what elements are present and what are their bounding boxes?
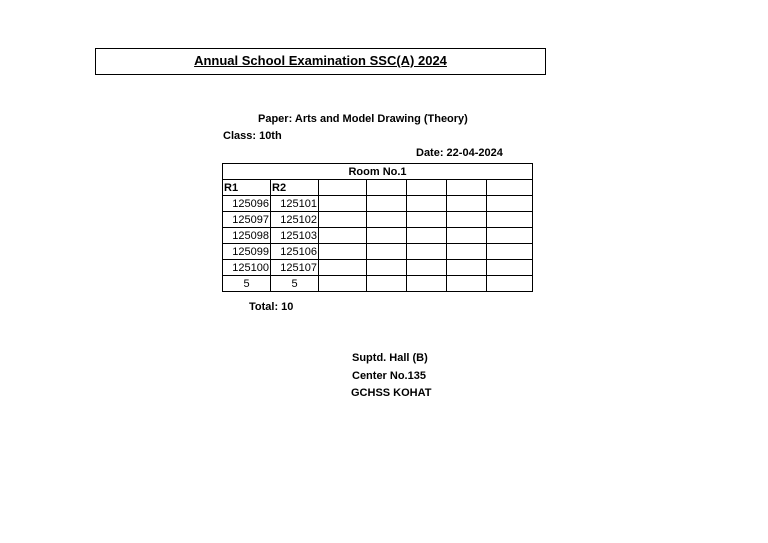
column-header-r1: R1 — [223, 180, 271, 196]
room-title-row — [223, 164, 533, 180]
table-row — [223, 212, 533, 228]
count-cell-r2: 5 — [271, 276, 319, 292]
count-cell-r1: 5 — [223, 276, 271, 292]
roll-number-cell: 125102 — [271, 212, 319, 228]
table-row — [223, 196, 533, 212]
table-row — [223, 260, 533, 276]
signature-line-center: Center No.135 — [352, 370, 426, 382]
roll-number-cell: 125101 — [271, 196, 319, 212]
roll-number-cell: 125098 — [223, 228, 271, 244]
roll-number-cell: 125100 — [223, 260, 271, 276]
room-table — [222, 163, 533, 292]
count-row — [223, 276, 533, 292]
signature-line-school: GCHSS KOHAT — [351, 387, 432, 399]
roll-number-cell: 125099 — [223, 244, 271, 260]
class-label: Class: 10th — [223, 130, 282, 142]
signature-line-hall: Suptd. Hall (B) — [352, 352, 428, 364]
roll-number-cell: 125097 — [223, 212, 271, 228]
roll-number-cell: 125103 — [271, 228, 319, 244]
paper-label: Paper: Arts and Model Drawing (Theory) — [258, 113, 468, 125]
page-title: Annual School Examination SSC(A) 2024 — [194, 53, 447, 68]
roll-number-cell: 125106 — [271, 244, 319, 260]
room-title: Room No.1 — [223, 164, 533, 180]
column-header-r2: R2 — [271, 180, 319, 196]
table-row — [223, 228, 533, 244]
header-row — [223, 180, 533, 196]
roll-number-cell: 125107 — [271, 260, 319, 276]
date-label: Date: 22-04-2024 — [416, 147, 503, 159]
title-box — [95, 48, 546, 75]
roll-number-cell: 125096 — [223, 196, 271, 212]
table-row — [223, 244, 533, 260]
total-label: Total: 10 — [249, 301, 294, 313]
